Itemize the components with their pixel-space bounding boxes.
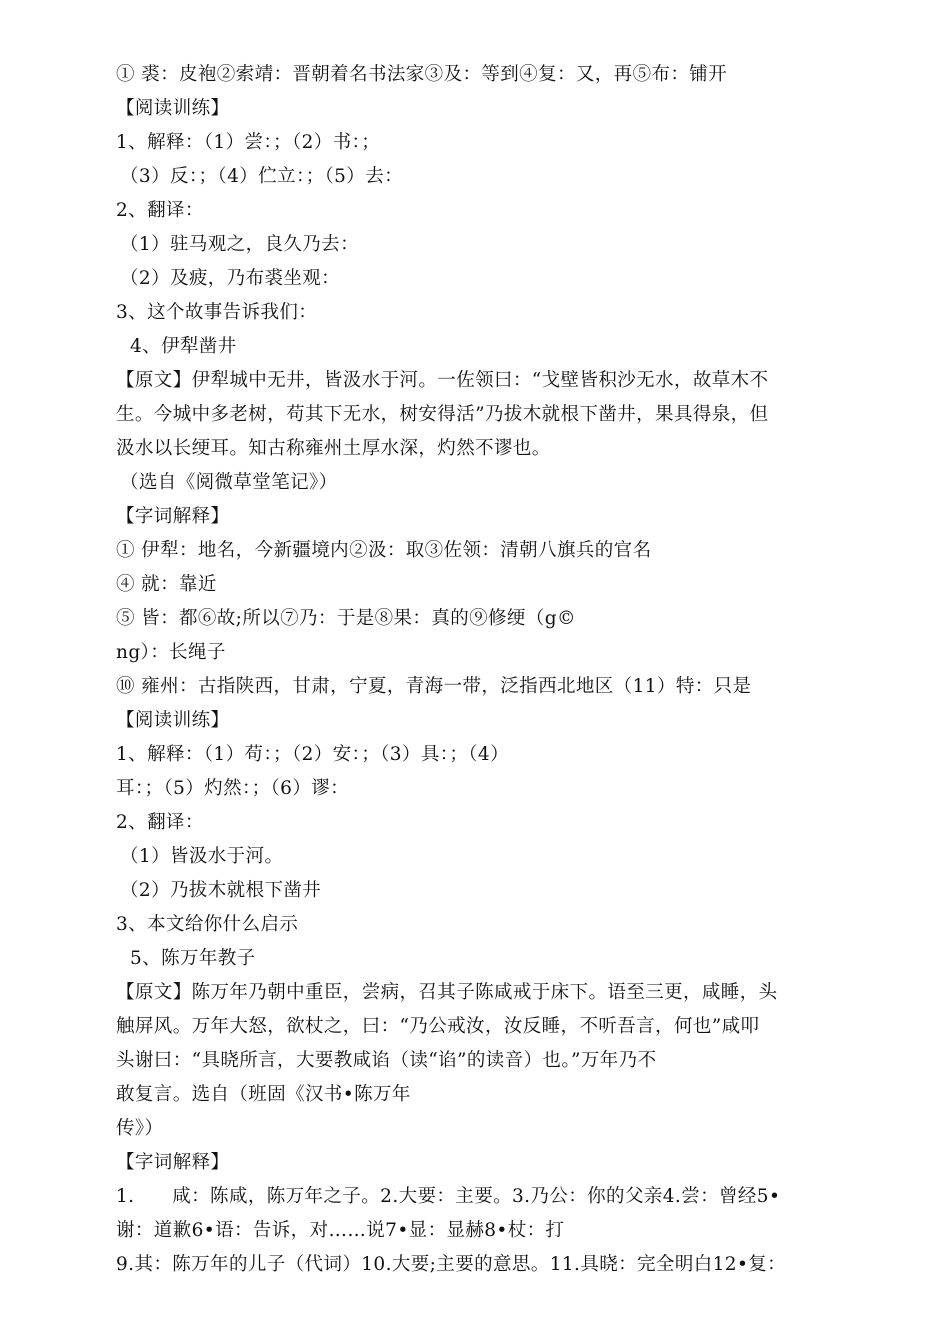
source-note: （选自《阅微草堂笔记》） [120, 472, 338, 493]
glossary-line: ④ 就：靠近 [116, 574, 217, 595]
story-title-yili: 4、伊犁凿井 [130, 336, 237, 357]
glossary-line: 1. 咸：陈咸，陈万年之子。2.大要：主要。3.乃公：你的父亲4.尝：曾经5• [116, 1186, 781, 1207]
original-text-line: 【原文】伊犁城中无井，皆汲水于河。一佐领曰：“戈壁皆积沙无水，故草木不 [116, 370, 769, 391]
glossary-line: 9.其：陈万年的儿子（代词）10.大要;主要的意思。11.具晓：完全明白12•复： [116, 1254, 787, 1275]
section-heading-reading-training: 【阅读训练】 [116, 98, 230, 119]
glossary-line: 谢：道歉6•语：告诉，对……说7•显：显赫8•杖：打 [116, 1220, 565, 1241]
exercise-line: （1）皆汲水于河。 [120, 846, 284, 867]
exercise-line: （1）驻马观之，良久乃去： [120, 234, 359, 255]
original-text-line: 触屏风。万年大怒，欲杖之，曰：“乃公戒汝，汝反睡，不听吾言，何也”咸叩 [116, 1016, 760, 1037]
exercise-line: 1、解释：（1）苟：；（2）安：；（3）具：；（4） [116, 744, 510, 765]
story-title-chen-wannian: 5、陈万年教子 [130, 948, 256, 969]
glossary-line: ng）：长绳子 [116, 642, 226, 663]
exercise-line: （2）乃拔木就根下凿井 [120, 880, 322, 901]
original-text-line: 【原文】陈万年乃朝中重臣，尝病，召其子陈咸戒于床下。语至三更，咸睡，头 [116, 982, 778, 1003]
exercise-line: 3、这个故事告诉我们： [116, 302, 318, 323]
original-text-line: 汲水以长绠耳。知古称雍州土厚水深，灼然不谬也。 [116, 438, 551, 459]
original-text-line: 头谢曰：“具晓所言，大要教咸谄（读“谄”的读音）也。”万年乃不 [116, 1050, 657, 1071]
glossary-line: ① 伊犁：地名，今新疆境内②汲：取③佐领：清朝八旗兵的官名 [116, 540, 652, 561]
exercise-heading-translate: 2、翻译： [116, 812, 204, 833]
section-heading-glossary: 【字词解释】 [116, 1152, 230, 1173]
original-text-line: 生。今城中多老树，苟其下无水，树安得活”乃拔木就根下凿井，果具得泉，但 [116, 404, 769, 425]
original-text-line: 敢复言。选自（班固《汉书•陈万年 [116, 1084, 411, 1105]
original-text-line: 传》） [116, 1118, 164, 1139]
glossary-line: ⑩ 雍州：古指陕西，甘肃，宁夏，青海一带，泛指西北地区（11）特：只是 [116, 676, 752, 697]
exercise-line: 3、本文给你什么启示 [116, 914, 299, 935]
section-heading-glossary: 【字词解释】 [116, 506, 230, 527]
glossary-line: ⑤ 皆：都⑥故;所以⑦乃：于是⑧果：真的⑨修绠（g© [116, 608, 576, 629]
exercise-line: 耳：；（5）灼然：；（6）谬： [116, 778, 350, 799]
vocab-notes-line-1: ① 裘：皮袍②索靖：晋朝着名书法家③及：等到④复：又，再⑤布：铺开 [116, 64, 728, 85]
exercise-line: （2）及疲，乃布裘坐观： [120, 268, 341, 289]
document-page [116, 58, 836, 1282]
section-heading-reading-training: 【阅读训练】 [116, 710, 230, 731]
exercise-line: 1、解释：（1）尝：；（2）书：； [116, 132, 381, 153]
exercise-line: （3）反：；（4）伫立：；（5）去： [120, 166, 404, 187]
exercise-heading-translate: 2、翻译： [116, 200, 204, 221]
